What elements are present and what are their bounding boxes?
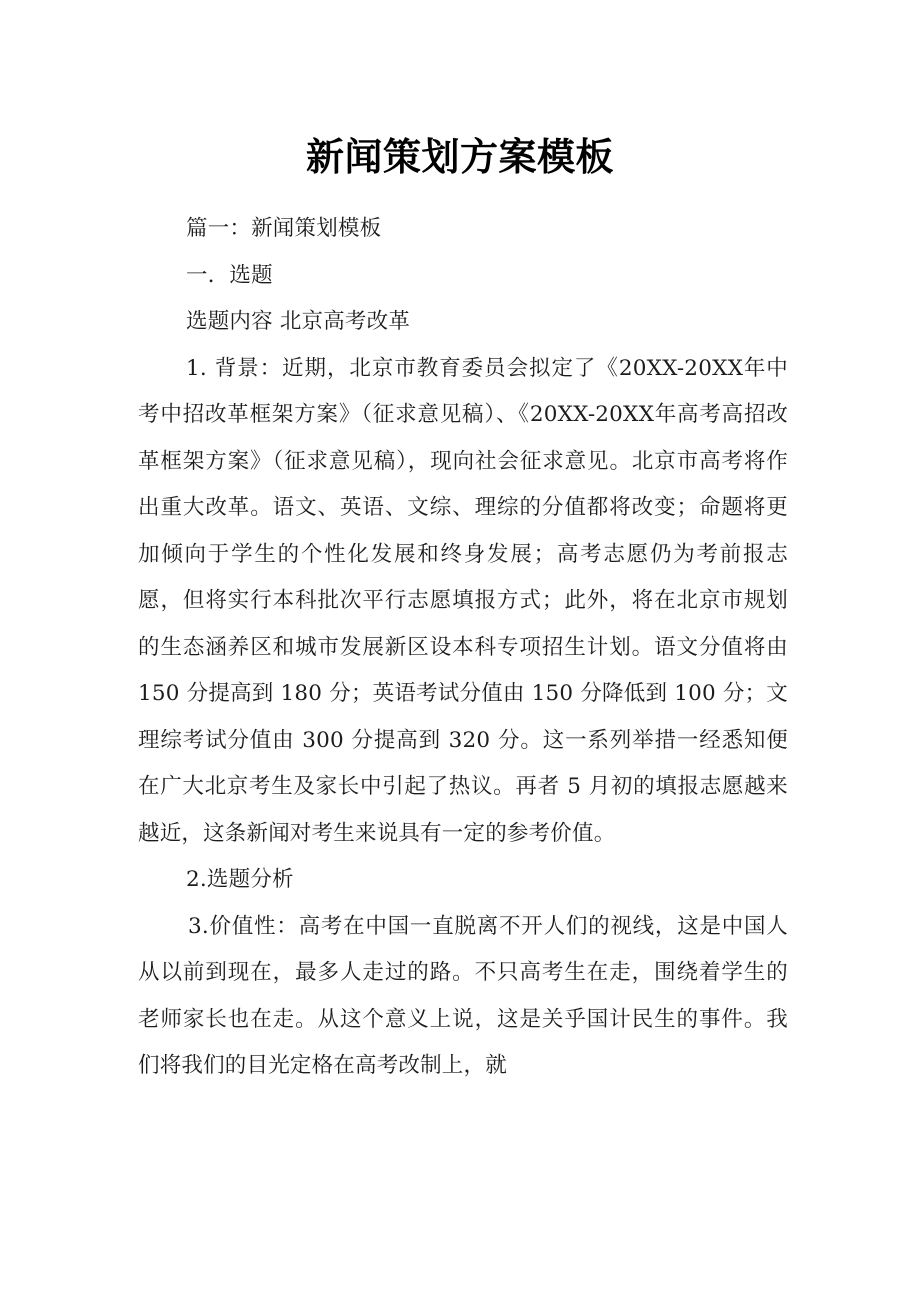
page-title: 新闻策划方案模板 [305,135,614,180]
paragraph-background: 1. 背景：近期，北京市教育委员会拟定了《20XX-20XX年中考中招改革框架方案》（征求意见稿）、《20XX-20XX年高考高招改革框架方案》（征求意见稿），现向社会征求意见。北京市高考将作出重大改革。语文、英语、文综、理综的分值都将改变；命题将更加倾向于学生的个性化发展和终身发展；高考志愿仍为考前报志愿，但将实行本科批次平行志愿填报方式；此外，将在北京市规划的生态涵养区和城市发展新区设本科专项招生计划。语文分值将由 150 分提高到 180 分；英语考试分值由 150 分降低到 100 分；文理综考试分值由 300 分提高到 320 分。这一系列举措一经悉知便在广大北京考生及家长中引起了热议。再者 5 月初的填报志愿越来越近，这条新闻对考生来说具有一定的参考价值。 [138,355,788,846]
document-body [138,206,788,1090]
section-label: 篇一：新闻策划模板 [186,216,382,241]
list-item-topic-analysis: 2.选题分析 [186,867,294,892]
heading-level-1: 一．选题 [186,262,273,288]
topic-content-line: 选题内容 北京高考改革 [186,309,411,334]
paragraph-value: 3.价值性：高考在中国一直脱离不开人们的视线，这是中国人从以前到现在，最多人走过的路。不只高考生在走，围绕着学生的老师家长也在走。从这个意义上说，这是关乎国计民生的事件。我们将我们的目光定格在高考改制上，就 [138,913,788,1078]
